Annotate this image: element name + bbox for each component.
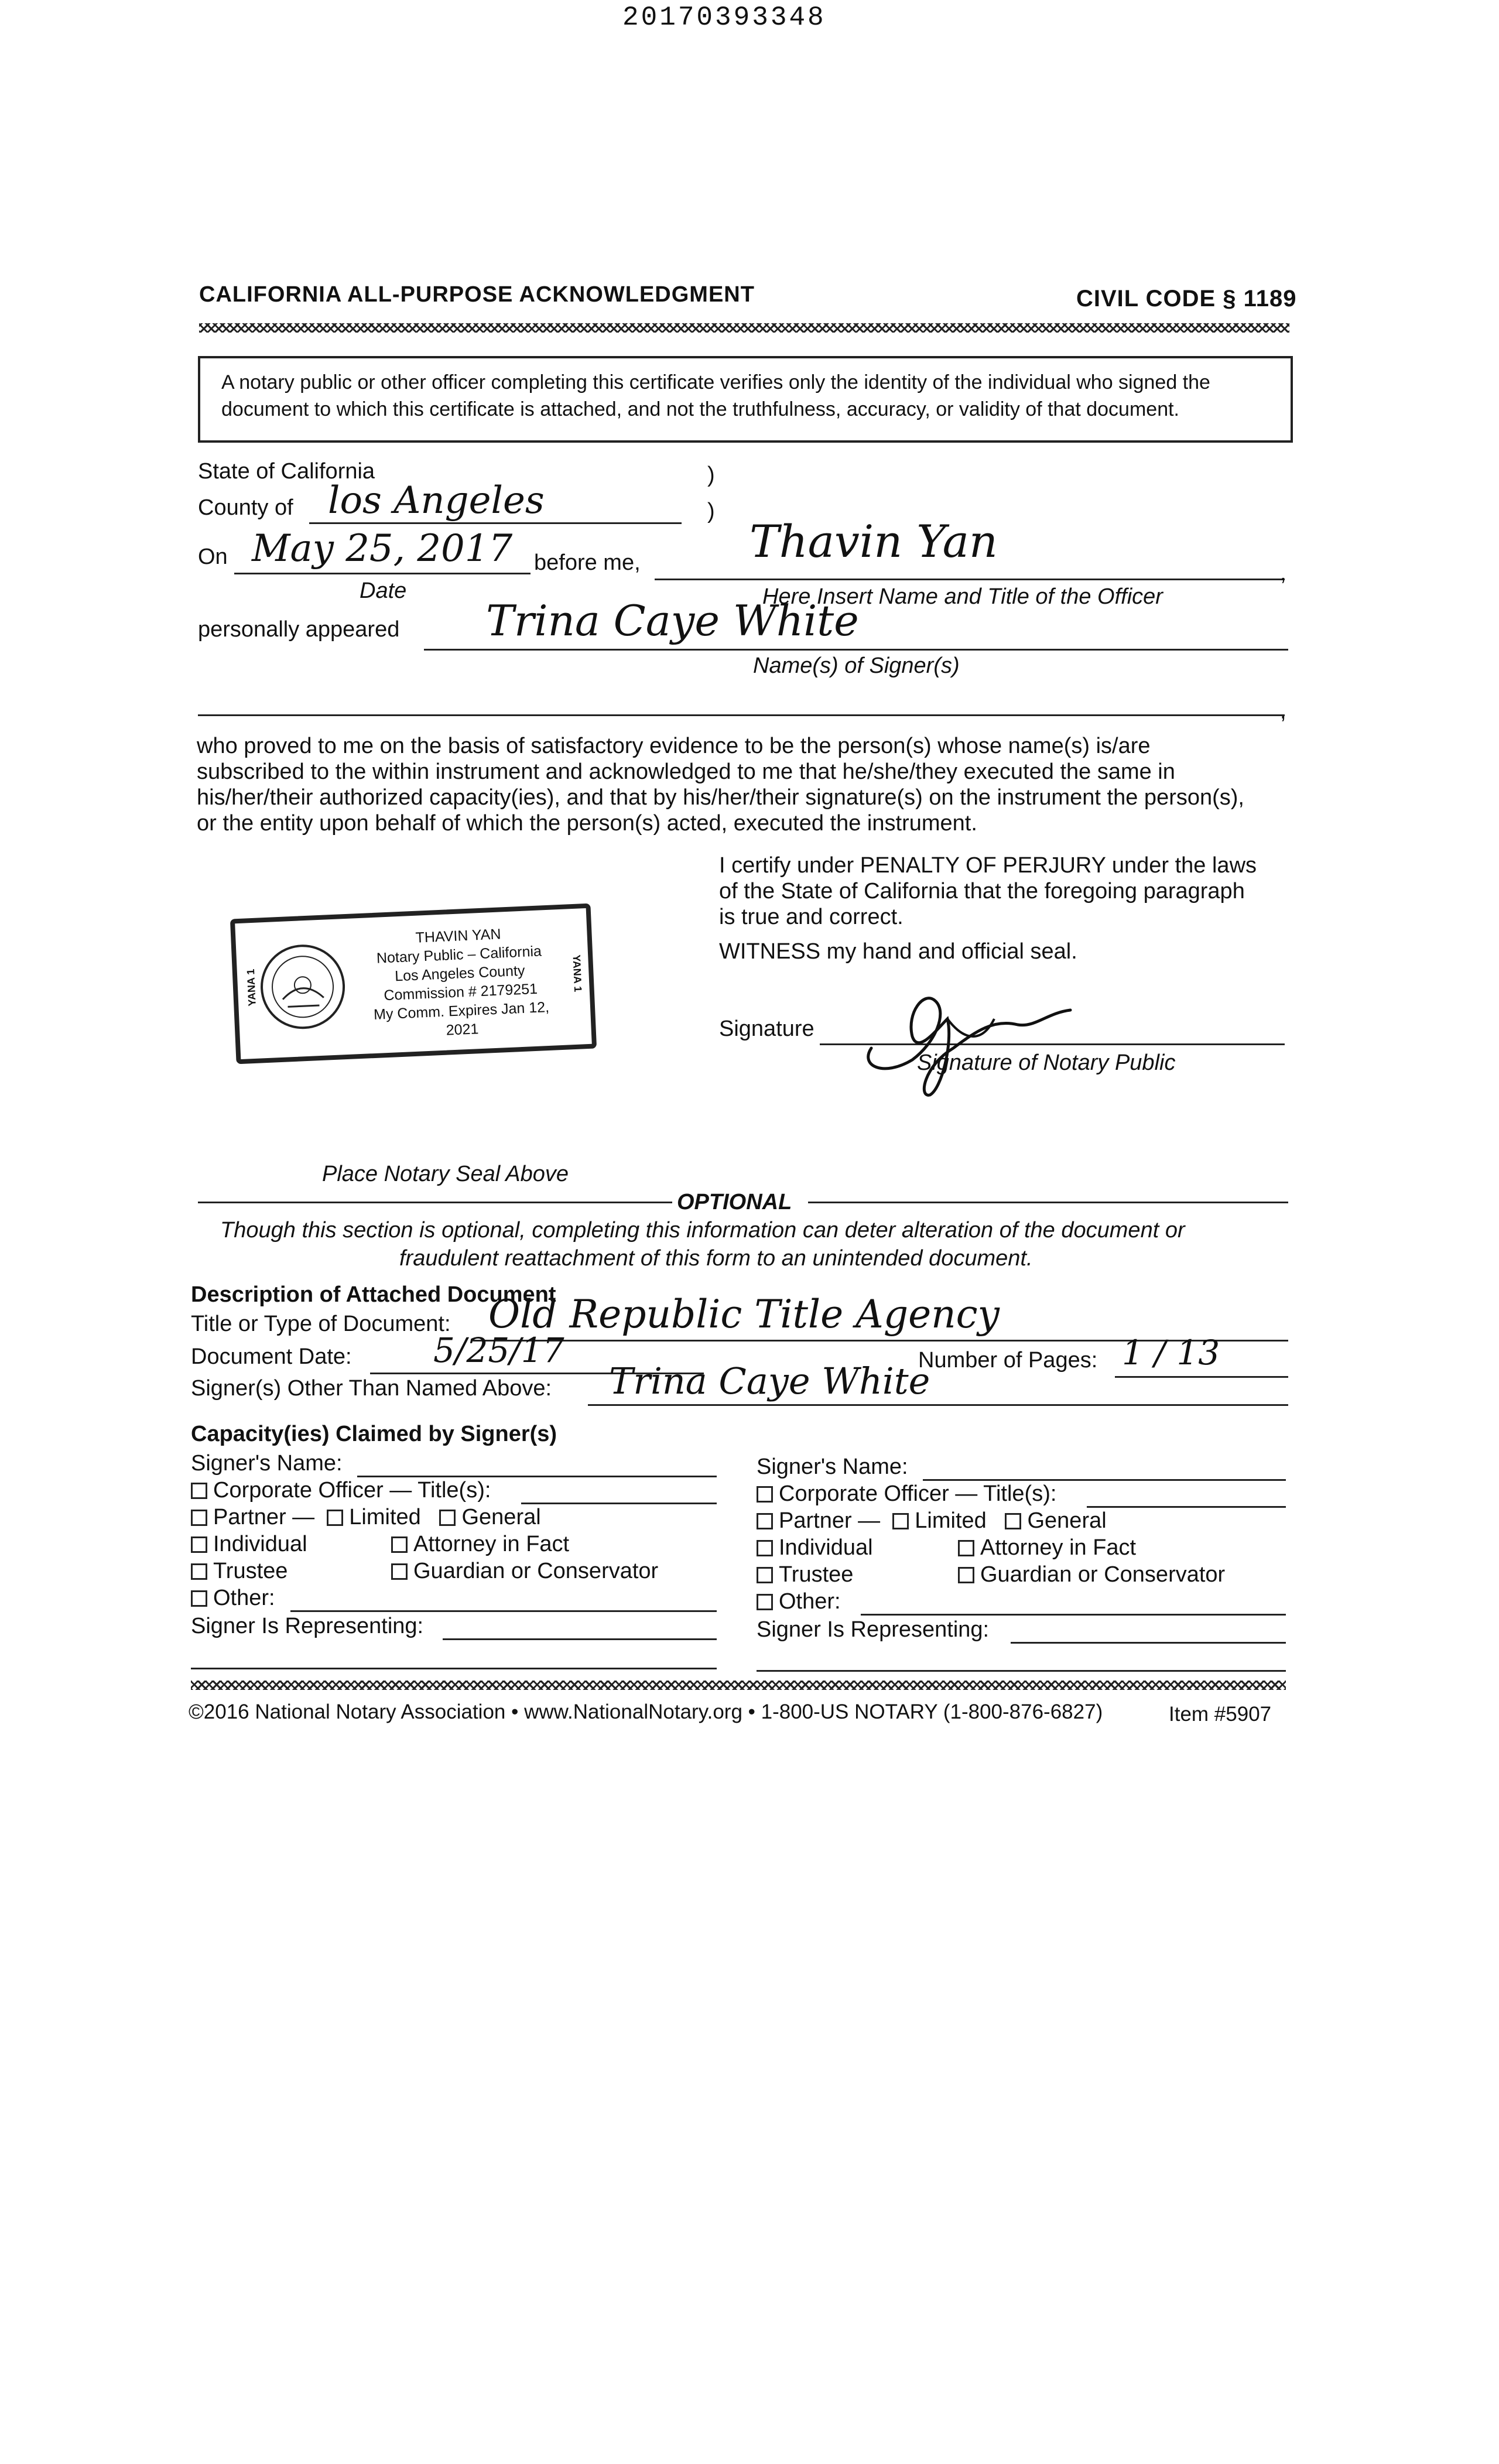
right-individual-row — [757, 1535, 873, 1560]
appeared-label: personally appeared — [198, 617, 400, 642]
left-individual-checkbox[interactable] — [191, 1536, 207, 1553]
notary-signature-icon — [848, 960, 1094, 1101]
officer-comma: , — [1280, 561, 1286, 586]
proof-line-2: subscribed to the within instrument and acknowledged to me that he/she/they executed the same in — [197, 759, 1175, 784]
right-representing-line — [1011, 1642, 1286, 1644]
footer-copyright: ©2016 National Notary Association • www.NationalNotary.org • 1-800-US NOTARY (1-800-876-6827) — [189, 1700, 1103, 1723]
seal-line-3: Los Angeles County — [394, 962, 526, 985]
right-extra-line — [757, 1670, 1286, 1672]
county-line — [309, 522, 682, 524]
seal-caption: Place Notary Seal Above — [322, 1162, 569, 1186]
signer-caption: Name(s) of Signer(s) — [753, 653, 960, 678]
before-me-label: before me, — [534, 550, 641, 575]
left-extra-line — [191, 1668, 717, 1669]
certify-line-3: is true and correct. — [719, 905, 903, 929]
right-other-checkbox[interactable] — [757, 1594, 773, 1610]
header-hatch-divider — [199, 323, 1289, 333]
county-label: County of — [198, 495, 293, 520]
signature-label: Signature — [719, 1017, 814, 1041]
right-partner-checkbox[interactable] — [757, 1513, 773, 1529]
notice-box — [198, 356, 1293, 443]
right-guardian-checkbox[interactable] — [958, 1567, 974, 1583]
doc-date-label: Document Date: — [191, 1344, 352, 1369]
right-signer-name-label: Signer's Name: — [757, 1455, 908, 1479]
left-attorney-row — [391, 1532, 569, 1557]
right-limited-checkbox[interactable] — [892, 1513, 909, 1529]
officer-caption: Here Insert Name and Title of the Officer — [762, 584, 1163, 609]
left-corporate-label: Corporate Officer — Title(s): — [213, 1478, 491, 1503]
left-limited-label: Limited — [349, 1505, 421, 1529]
right-signer-name-line — [923, 1479, 1286, 1481]
state-paren: ) — [707, 463, 715, 487]
other-signers-value: Trina Caye White — [609, 1360, 930, 1402]
right-individual-checkbox[interactable] — [757, 1540, 773, 1556]
proof-line-1: who proved to me on the basis of satisfactory evidence to be the person(s) whose name(s) is/are — [197, 734, 1151, 758]
signer-value: Trina Caye White — [486, 596, 859, 645]
pages-line — [1115, 1376, 1288, 1378]
left-corporate-line — [521, 1503, 717, 1504]
state-label: State of California — [198, 459, 375, 484]
signer-line — [424, 649, 1288, 651]
right-attorney-checkbox[interactable] — [958, 1540, 974, 1556]
left-corporate-checkbox[interactable] — [191, 1483, 207, 1499]
right-attorney-label: Attorney in Fact — [980, 1535, 1137, 1560]
left-other-row — [191, 1586, 275, 1611]
optional-note-1: Though this section is optional, completing this information can deter alteration of the document or — [220, 1218, 1185, 1243]
optional-label: OPTIONAL — [677, 1190, 792, 1214]
doc-date-value: 5/25/17 — [433, 1330, 564, 1370]
right-other-line — [861, 1614, 1286, 1616]
right-individual-label: Individual — [779, 1535, 873, 1560]
pages-value: 1 / 13 — [1122, 1333, 1220, 1373]
california-seal-icon — [257, 941, 348, 1032]
proof-line-4: or the entity upon behalf of which the person(s) acted, executed the instrument. — [197, 811, 977, 836]
optional-rule-left — [198, 1202, 672, 1203]
left-other-line — [290, 1610, 717, 1612]
footer-item: Item #5907 — [1169, 1703, 1272, 1726]
right-partner-row — [757, 1508, 1107, 1534]
signature-caption: Signature of Notary Public — [917, 1050, 1176, 1075]
right-corporate-checkbox[interactable] — [757, 1486, 773, 1503]
right-corporate-officer — [757, 1481, 1056, 1507]
left-individual-row — [191, 1532, 307, 1557]
left-partner-row — [191, 1505, 541, 1530]
optional-rule-right — [808, 1202, 1288, 1203]
seal-line-4: Commission # 2179251 — [383, 980, 538, 1004]
right-corporate-line — [1087, 1506, 1286, 1508]
left-trustee-label: Trustee — [213, 1559, 288, 1583]
left-signer-name-line — [357, 1476, 717, 1477]
right-guardian-row — [958, 1562, 1225, 1587]
left-individual-label: Individual — [213, 1532, 307, 1556]
county-paren: ) — [707, 499, 715, 523]
left-limited-checkbox[interactable] — [327, 1510, 343, 1526]
right-limited-label: Limited — [915, 1508, 987, 1533]
right-corporate-label: Corporate Officer — Title(s): — [779, 1481, 1057, 1506]
pages-label: Number of Pages: — [918, 1348, 1098, 1373]
right-partner-label: Partner — — [779, 1508, 881, 1533]
left-guardian-row — [391, 1559, 658, 1584]
notary-seal — [230, 904, 597, 1065]
document-number: 20170393348 — [622, 2, 826, 33]
other-signers-label: Signer(s) Other Than Named Above: — [191, 1376, 552, 1401]
seal-side-left: YANA 1 — [244, 969, 258, 1007]
on-label: On — [198, 545, 228, 569]
left-general-label: General — [461, 1505, 541, 1529]
right-other-row — [757, 1589, 841, 1614]
seal-side-right: YANA 1 — [570, 954, 584, 993]
seal-line-2: Notary Public – California — [376, 943, 542, 967]
county-value: los Angeles — [328, 479, 545, 522]
date-value: May 25, 2017 — [252, 527, 513, 570]
date-line — [234, 573, 531, 574]
proof-line-3: his/her/their authorized capacity(ies), and that by his/her/their signature(s) on the instrument the person(s), — [197, 785, 1244, 810]
left-attorney-checkbox[interactable] — [391, 1536, 408, 1553]
officer-value: Thavin Yan — [750, 515, 998, 567]
left-general-checkbox[interactable] — [439, 1510, 456, 1526]
title-value: Old Republic Title Agency — [488, 1292, 1000, 1337]
notice-line-2: document to which this certificate is attached, and not the truthfulness, accuracy, or validity of that document. — [221, 398, 1180, 420]
attached-heading: Description of Attached Document — [191, 1282, 556, 1307]
date-caption: Date — [360, 579, 407, 603]
left-guardian-checkbox[interactable] — [391, 1563, 408, 1580]
notice-line-1: A notary public or other officer completing this certificate verifies only the identity of the individual who signed the — [221, 371, 1210, 393]
left-signer-name-label: Signer's Name: — [191, 1451, 343, 1476]
right-guardian-label: Guardian or Conservator — [980, 1562, 1226, 1587]
right-trustee-checkbox[interactable] — [757, 1567, 773, 1583]
proof-paragraph — [197, 733, 1288, 836]
left-partner-checkbox[interactable] — [191, 1510, 207, 1526]
right-trustee-label: Trustee — [779, 1562, 854, 1587]
left-guardian-label: Guardian or Conservator — [413, 1559, 659, 1583]
left-attorney-label: Attorney in Fact — [413, 1532, 570, 1556]
seal-name: THAVIN YAN — [415, 926, 502, 946]
witness-text: WITNESS my hand and official seal. — [719, 939, 1077, 964]
form-title: CALIFORNIA ALL-PURPOSE ACKNOWLEDGMENT — [199, 282, 755, 307]
left-other-label: Other: — [213, 1586, 275, 1610]
right-trustee-row — [757, 1562, 853, 1587]
right-other-label: Other: — [779, 1589, 841, 1614]
seal-line-5: My Comm. Expires Jan 12, 2021 — [373, 998, 550, 1039]
officer-line — [655, 579, 1285, 580]
left-trustee-row — [191, 1559, 288, 1584]
left-trustee-checkbox[interactable] — [191, 1563, 207, 1580]
optional-note-2: fraudulent reattachment of this form to an unintended document. — [399, 1246, 1033, 1271]
right-representing-label: Signer Is Representing: — [757, 1617, 990, 1642]
left-representing-line — [443, 1638, 717, 1640]
other-signers-line — [588, 1404, 1288, 1406]
right-general-checkbox[interactable] — [1005, 1513, 1021, 1529]
footer-hatch-divider — [191, 1681, 1286, 1690]
right-general-label: General — [1027, 1508, 1107, 1533]
right-attorney-row — [958, 1535, 1136, 1560]
signer-line-2 — [198, 714, 1285, 716]
left-corporate-officer — [191, 1478, 491, 1503]
title-label: Title or Type of Document: — [191, 1312, 451, 1336]
civil-code: CIVIL CODE § 1189 — [1076, 286, 1297, 312]
left-other-checkbox[interactable] — [191, 1590, 207, 1607]
capacity-heading: Capacity(ies) Claimed by Signer(s) — [191, 1422, 557, 1446]
signer-comma: , — [1280, 699, 1286, 724]
certify-line-1: I certify under PENALTY OF PERJURY under the laws — [719, 853, 1257, 878]
certify-line-2: of the State of California that the foregoing paragraph — [719, 879, 1245, 904]
left-partner-label: Partner — — [213, 1505, 315, 1529]
certify-paragraph — [719, 853, 1293, 930]
left-representing-label: Signer Is Representing: — [191, 1614, 424, 1638]
